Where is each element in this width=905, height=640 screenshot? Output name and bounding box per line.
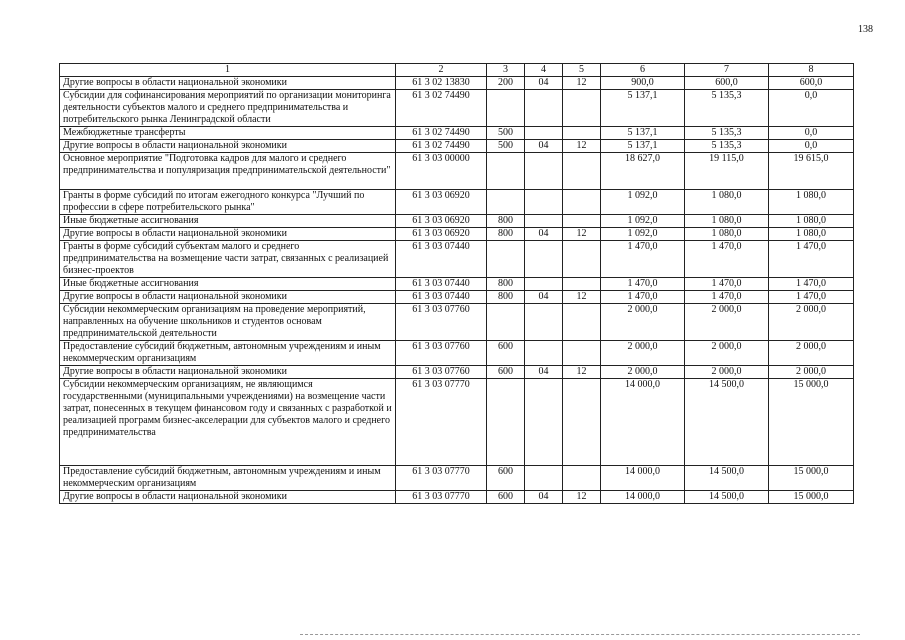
header-row [60,64,854,77]
row-name-cell: Другие вопросы в области национальной экономики [60,491,396,504]
table-row [60,304,854,341]
expense-type-cell: 600 [487,341,525,366]
amount-cell: 5 137,1 [601,90,685,127]
amount-cell: 14 000,0 [601,379,685,466]
section-cell [525,215,563,228]
amount-cell: 5 137,1 [601,140,685,153]
table-row [60,241,854,278]
budget-code-cell: 61 3 03 07760 [396,366,487,379]
amount-cell: 1 092,0 [601,190,685,215]
row-name-cell: Другие вопросы в области национальной экономики [60,77,396,90]
table-row [60,466,854,491]
amount-cell: 600,0 [685,77,769,90]
table-body [60,77,854,504]
amount-cell: 5 135,3 [685,127,769,140]
table-row [60,341,854,366]
subsection-cell [563,278,601,291]
amount-cell: 2 000,0 [601,341,685,366]
amount-cell: 2 000,0 [601,304,685,341]
header-cell: 3 [487,64,525,77]
section-cell [525,90,563,127]
amount-cell: 2 000,0 [769,341,854,366]
amount-cell: 2 000,0 [769,304,854,341]
budget-table [59,63,854,504]
budget-code-cell: 61 3 02 74490 [396,127,487,140]
budget-code-cell: 61 3 03 07760 [396,304,487,341]
section-cell: 04 [525,491,563,504]
table-row [60,190,854,215]
amount-cell: 2 000,0 [685,304,769,341]
row-name-cell: Предоставление субсидий бюджетным, автономным учреждениям и иным некоммерческим организациям [60,466,396,491]
amount-cell: 5 135,3 [685,140,769,153]
budget-code-cell: 61 3 03 07760 [396,341,487,366]
subsection-cell: 12 [563,366,601,379]
table-row [60,366,854,379]
subsection-cell: 12 [563,77,601,90]
row-name-cell: Гранты в форме субсидий по итогам ежегодного конкурса "Лучший по профессии в сфере потребительского рынка" [60,190,396,215]
header-cell: 2 [396,64,487,77]
amount-cell: 0,0 [769,127,854,140]
table-row [60,127,854,140]
section-cell [525,190,563,215]
expense-type-cell: 600 [487,366,525,379]
row-name-cell: Гранты в форме субсидий субъектам малого и среднего предпринимательства на возмещение части затрат, связанных с реализацией бизнес-проектов [60,241,396,278]
budget-code-cell: 61 3 02 74490 [396,140,487,153]
subsection-cell [563,90,601,127]
section-cell [525,341,563,366]
amount-cell: 1 470,0 [601,241,685,278]
subsection-cell [563,153,601,190]
section-cell: 04 [525,366,563,379]
table-row [60,153,854,190]
row-name-cell: Предоставление субсидий бюджетным, автономным учреждениям и иным некоммерческим организациям [60,341,396,366]
amount-cell: 1 080,0 [769,228,854,241]
expense-type-cell: 600 [487,466,525,491]
expense-type-cell [487,190,525,215]
budget-code-cell: 61 3 03 00000 [396,153,487,190]
subsection-cell: 12 [563,140,601,153]
row-name-cell: Иные бюджетные ассигнования [60,278,396,291]
row-name-cell: Иные бюджетные ассигнования [60,215,396,228]
table-row [60,77,854,90]
amount-cell: 1 080,0 [769,190,854,215]
amount-cell: 1 080,0 [685,228,769,241]
amount-cell: 1 470,0 [685,241,769,278]
budget-code-cell: 61 3 03 07770 [396,491,487,504]
expense-type-cell: 600 [487,491,525,504]
subsection-cell [563,304,601,341]
amount-cell: 5 137,1 [601,127,685,140]
amount-cell: 14 500,0 [685,379,769,466]
amount-cell: 1 080,0 [769,215,854,228]
expense-type-cell: 800 [487,215,525,228]
table-row [60,228,854,241]
section-cell [525,127,563,140]
amount-cell: 19 115,0 [685,153,769,190]
budget-code-cell: 61 3 03 06920 [396,215,487,228]
amount-cell: 19 615,0 [769,153,854,190]
section-cell [525,379,563,466]
expense-type-cell: 800 [487,278,525,291]
subsection-cell [563,127,601,140]
expense-type-cell [487,153,525,190]
header-cell: 7 [685,64,769,77]
amount-cell: 5 135,3 [685,90,769,127]
expense-type-cell: 800 [487,291,525,304]
amount-cell: 1 092,0 [601,215,685,228]
expense-type-cell: 800 [487,228,525,241]
section-cell [525,304,563,341]
row-name-cell: Другие вопросы в области национальной экономики [60,228,396,241]
amount-cell: 0,0 [769,140,854,153]
budget-code-cell: 61 3 02 74490 [396,90,487,127]
subsection-cell [563,466,601,491]
subsection-cell [563,215,601,228]
section-cell [525,241,563,278]
table-row [60,215,854,228]
expense-type-cell [487,379,525,466]
header-cell: 6 [601,64,685,77]
expense-type-cell [487,90,525,127]
section-cell: 04 [525,228,563,241]
amount-cell: 1 470,0 [685,291,769,304]
budget-code-cell: 61 3 03 06920 [396,228,487,241]
section-cell: 04 [525,140,563,153]
subsection-cell [563,379,601,466]
amount-cell: 15 000,0 [769,379,854,466]
row-name-cell: Другие вопросы в области национальной экономики [60,291,396,304]
amount-cell: 1 470,0 [769,291,854,304]
budget-code-cell: 61 3 03 07440 [396,241,487,278]
section-cell [525,153,563,190]
section-cell [525,466,563,491]
amount-cell: 600,0 [769,77,854,90]
amount-cell: 1 470,0 [769,278,854,291]
amount-cell: 2 000,0 [769,366,854,379]
table-row [60,379,854,466]
row-name-cell: Субсидии некоммерческим организациям на проведение мероприятий, направленных на обучение школьников и студентов основам предпринимательской деятельности [60,304,396,341]
budget-code-cell: 61 3 03 06920 [396,190,487,215]
header-cell: 8 [769,64,854,77]
page-number: 138 [858,24,873,35]
expense-type-cell: 500 [487,140,525,153]
subsection-cell [563,190,601,215]
row-name-cell: Другие вопросы в области национальной экономики [60,366,396,379]
amount-cell: 15 000,0 [769,466,854,491]
amount-cell: 900,0 [601,77,685,90]
table-row [60,491,854,504]
header-cell: 5 [563,64,601,77]
budget-code-cell: 61 3 02 13830 [396,77,487,90]
amount-cell: 15 000,0 [769,491,854,504]
subsection-cell [563,341,601,366]
header-cell: 4 [525,64,563,77]
budget-code-cell: 61 3 03 07770 [396,379,487,466]
amount-cell: 14 500,0 [685,491,769,504]
amount-cell: 1 470,0 [601,278,685,291]
amount-cell: 14 000,0 [601,491,685,504]
expense-type-cell [487,304,525,341]
section-cell: 04 [525,77,563,90]
amount-cell: 1 470,0 [769,241,854,278]
row-name-cell: Основное мероприятие "Подготовка кадров для малого и среднего предпринимательства и популяризация предпринимательской деятельности" [60,153,396,190]
row-name-cell: Другие вопросы в области национальной экономики [60,140,396,153]
amount-cell: 2 000,0 [685,366,769,379]
table-row [60,140,854,153]
expense-type-cell: 200 [487,77,525,90]
row-name-cell: Межбюджетные трансферты [60,127,396,140]
amount-cell: 1 470,0 [601,291,685,304]
expense-type-cell: 500 [487,127,525,140]
amount-cell: 14 500,0 [685,466,769,491]
amount-cell: 1 080,0 [685,215,769,228]
expense-type-cell [487,241,525,278]
subsection-cell: 12 [563,491,601,504]
table-row [60,278,854,291]
budget-code-cell: 61 3 03 07440 [396,291,487,304]
amount-cell: 2 000,0 [601,366,685,379]
amount-cell: 2 000,0 [685,341,769,366]
amount-cell: 1 080,0 [685,190,769,215]
amount-cell: 18 627,0 [601,153,685,190]
amount-cell: 0,0 [769,90,854,127]
budget-code-cell: 61 3 03 07440 [396,278,487,291]
row-name-cell: Субсидии некоммерческим организациям, не являющимся государственными (муниципальными учреждениями) на возмещение части затрат, понесенных в текущем финансовом году и связанных с разработкой и реализацией программ бизнес-акселерации для субъектов малого и среднего предпринимательства [60,379,396,466]
amount-cell: 1 470,0 [685,278,769,291]
amount-cell: 1 092,0 [601,228,685,241]
row-name-cell: Субсидии для софинансирования мероприятий по организации мониторинга деятельности субъектов малого и среднего предпринимательства и потребительского рынка Ленинградской области [60,90,396,127]
budget-code-cell: 61 3 03 07770 [396,466,487,491]
section-cell [525,278,563,291]
subsection-cell [563,241,601,278]
page-bottom-rule [300,634,860,635]
table-row [60,90,854,127]
header-cell: 1 [60,64,396,77]
table-row [60,291,854,304]
subsection-cell: 12 [563,291,601,304]
amount-cell: 14 000,0 [601,466,685,491]
section-cell: 04 [525,291,563,304]
subsection-cell: 12 [563,228,601,241]
